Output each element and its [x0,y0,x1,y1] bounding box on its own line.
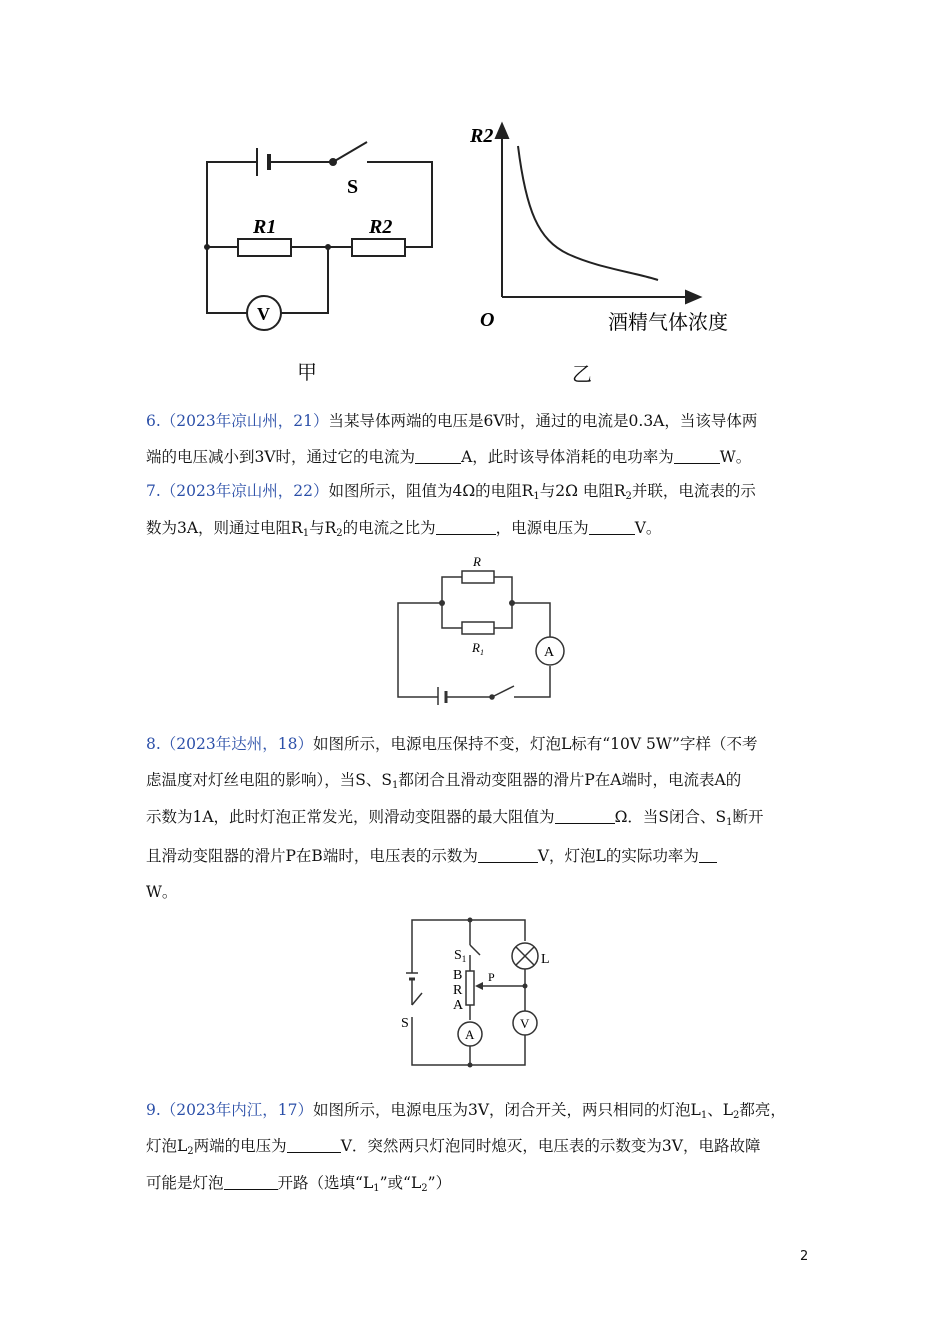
q7-circuit-diagram [390,555,575,705]
circuit-diagram-jia [195,120,445,350]
q8-blank-power[interactable] [699,848,717,863]
voltmeter-label: V [257,304,270,324]
q7-line1: 7.（2023年凉山州，22）如图所示，阻值为4Ω的电阻$R_1$与2Ω 电阻$R_2$并联，电流表的示 [146,482,756,502]
q8-blank-resistance[interactable] [555,809,615,824]
q8-ammeter-label: A [465,1027,475,1042]
q7-r1-label: $R_1$ [472,640,484,657]
page-number: 2 [800,1249,809,1264]
q7-source: 7.（2023年凉山州，22） [146,482,329,500]
q9-line3: 可能是灯泡 开路（选填“$L_1$”或“$L_2$”） [146,1174,452,1194]
q8-p-label: P [488,970,495,984]
y-axis-label: R2 [470,125,494,147]
r2-curve [518,146,658,280]
q8-b-label: B [453,968,463,983]
q9-blank-bulb[interactable] [224,1175,278,1190]
q8-line4: 且滑动变阻器的滑片P在B端时，电压表的示数为 V，灯泡L的实际功率为 [146,846,717,866]
q7-r-label: R [473,555,481,569]
q8-line1: 8.（2023年达州，18）如图所示，电源电压保持不变，灯泡L标有“10V 5W”字样（不考 [146,735,758,753]
q6-blank-power[interactable] [674,449,720,464]
q9-line2: 灯泡$L_2$两端的电压为 V．突然两只灯泡同时熄灭，电压表的示数变为3V，电路故障 [146,1137,761,1157]
caption-yi: 乙 [572,362,592,386]
q7-ammeter-label: A [544,645,555,660]
r1-label: R1 [253,216,277,238]
switch-label: S [347,176,359,198]
q7-line2: 数为3A，则通过电阻$R_1$与$R_2$的电流之比为 ，电源电压为 V。 [146,519,662,539]
q8-s-label: S [401,1016,409,1031]
q6-line1: 6.（2023年凉山州，21）当某导体两端的电压是6V时，通过的电流是0.3A，当该导体两 [146,412,758,430]
x-axis-label: 酒精气体浓度 [608,310,728,334]
q9-source: 9.（2023年内江，17） [146,1101,313,1119]
origin-label: O [480,309,495,331]
q8-blank-voltage[interactable] [478,848,538,863]
q8-r-label: R [453,983,463,998]
q8-circuit-diagram [398,913,568,1073]
q8-line5: W。 [146,883,178,901]
q6-source: 6.（2023年凉山州，21） [146,412,329,430]
resistance-graph-yi [468,120,768,340]
caption-jia: 甲 [297,360,317,384]
q6-line2: 端的电压减小到3V时，通过它的电流为 A，此时该导体消耗的电功率为 W。 [146,448,752,466]
q8-source: 8.（2023年达州，18） [146,735,313,753]
q8-s1-label: $S_1$ [454,948,467,964]
q8-voltmeter-label: V [520,1016,530,1031]
q8-line3: 示数为1A，此时灯泡正常发光，则滑动变阻器的最大阻值为 Ω．当S闭合、$S_1$断开 [146,808,764,828]
q6-blank-current[interactable] [415,449,461,464]
q7-blank-voltage[interactable] [589,520,635,535]
q9-line1: 9.（2023年内江，17）如图所示，电源电压为3V，闭合开关，两只相同的灯泡$L_1$、$L_2$都亮， [146,1101,786,1121]
q8-a-label: A [453,998,464,1013]
q9-blank-voltage[interactable] [287,1138,341,1153]
q7-blank-ratio[interactable] [436,520,496,535]
q8-l-label: L [541,952,550,967]
r2-label: R2 [369,216,393,238]
q8-line2: 虑温度对灯丝电阻的影响），当S、$S_1$都闭合且滑动变阻器的滑片P在A端时，电流表A的 [146,771,742,791]
